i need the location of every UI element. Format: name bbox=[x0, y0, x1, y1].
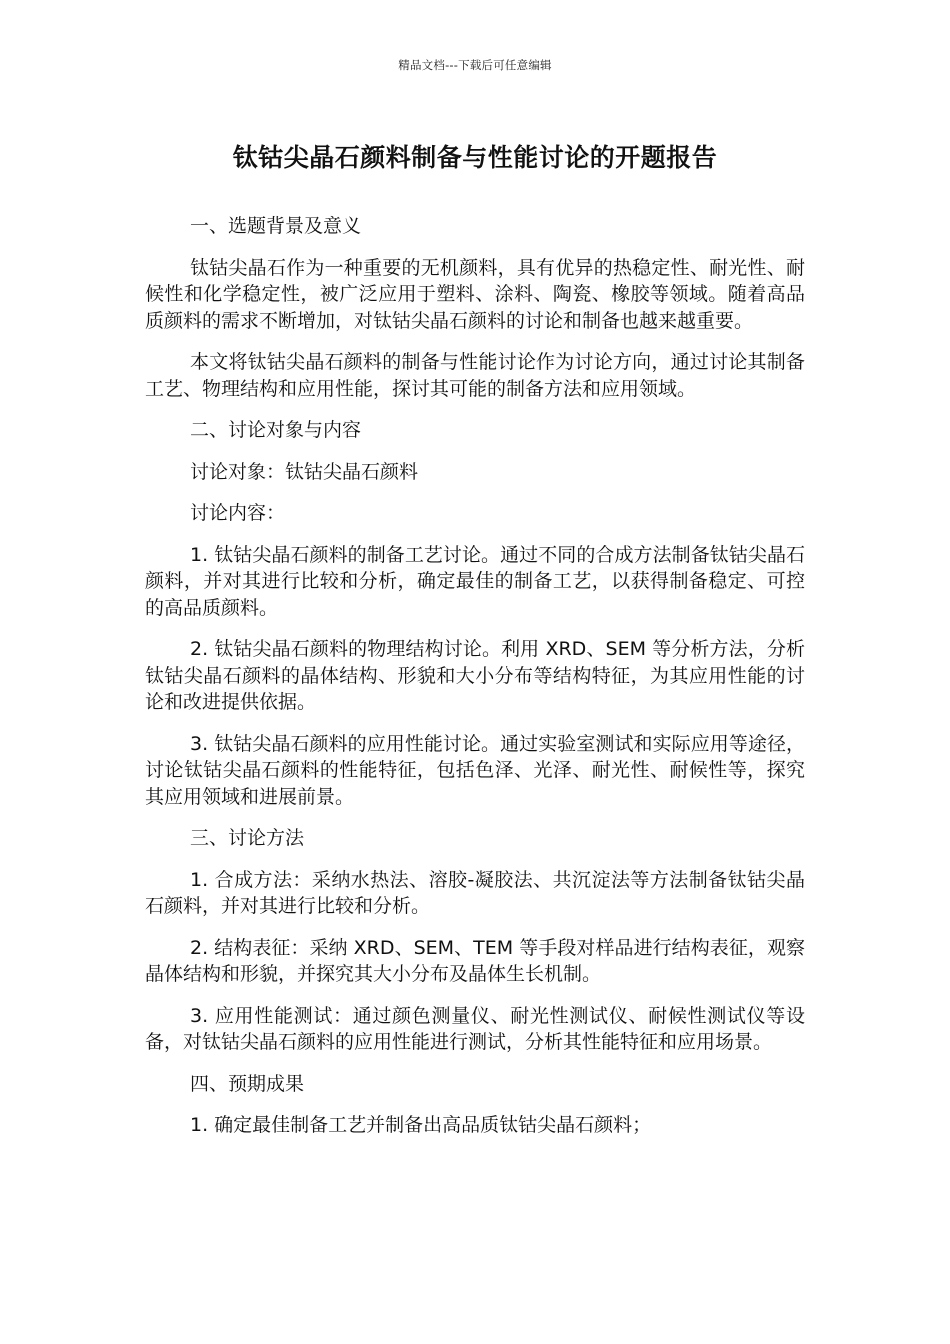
paragraph-object: 讨论对象：钛钴尖晶石颜料 bbox=[190, 460, 419, 483]
document-body bbox=[145, 213, 805, 1154]
section-heading-objects: 二、讨论对象与内容 bbox=[190, 419, 362, 441]
list-item-result-1: 1. 确定最佳制备工艺并制备出高品质钛钴尖晶石颜料； bbox=[190, 1114, 652, 1136]
section-heading-results: 四、预期成果 bbox=[190, 1072, 305, 1095]
page-header: 精品文档---下载后可任意编辑 bbox=[398, 58, 552, 72]
list-item-method-2: 2. 结构表征：采纳 XRD、SEM、TEM 等手段对样品进行结构表征，观察晶体结构和形貌，并探究其大小分布及晶体生长机制。 bbox=[145, 936, 805, 985]
document-title: 钛钴尖晶石颜料制备与性能讨论的开题报告 bbox=[232, 143, 718, 172]
list-item-method-1: 1. 合成方法：采纳水热法、溶胶-凝胶法、共沉淀法等方法制备钛钴尖晶石颜料，并对其进行比较和分析。 bbox=[145, 868, 805, 917]
paragraph-direction: 本文将钛钴尖晶石颜料的制备与性能讨论作为讨论方向，通过讨论其制备工艺、物理结构和应用性能，探讨其可能的制备方法和应用领域。 bbox=[145, 351, 805, 400]
list-item-content-2: 2. 钛钴尖晶石颜料的物理结构讨论。利用 XRD、SEM 等分析方法，分析钛钴尖晶石颜料的晶体结构、形貌和大小分布等结构特征，为其应用性能的讨论和改进提供依据。 bbox=[145, 638, 805, 713]
list-item-content-3: 3. 钛钴尖晶石颜料的应用性能讨论。通过实验室测试和实际应用等途径，讨论钛钴尖晶石颜料的性能特征，包括色泽、光泽、耐光性、耐候性等，探究其应用领域和进展前景。 bbox=[145, 732, 805, 808]
list-item-method-3: 3. 应用性能测试：通过颜色测量仪、耐光性测试仪、耐候性测试仪等设备，对钛钴尖晶石颜料的应用性能进行测试，分析其性能特征和应用场景。 bbox=[145, 1004, 805, 1053]
list-item-content-1: 1. 钛钴尖晶石颜料的制备工艺讨论。通过不同的合成方法制备钛钴尖晶石颜料，并对其进行比较和分析，确定最佳的制备工艺，以获得制备稳定、可控的高品质颜料。 bbox=[145, 543, 805, 619]
section-heading-methods: 三、讨论方法 bbox=[190, 827, 305, 849]
section-heading-background: 一、选题背景及意义 bbox=[190, 215, 362, 237]
paragraph-background: 钛钴尖晶石作为一种重要的无机颜料，具有优异的热稳定性、耐光性、耐候性和化学稳定性，被广泛应用于塑料、涂料、陶瓷、橡胶等领域。随着高品质颜料的需求不断增加，对钛钴尖晶石颜料的讨论和制备也越来越重要。 bbox=[145, 256, 805, 332]
paragraph-content-label: 讨论内容： bbox=[190, 502, 286, 524]
